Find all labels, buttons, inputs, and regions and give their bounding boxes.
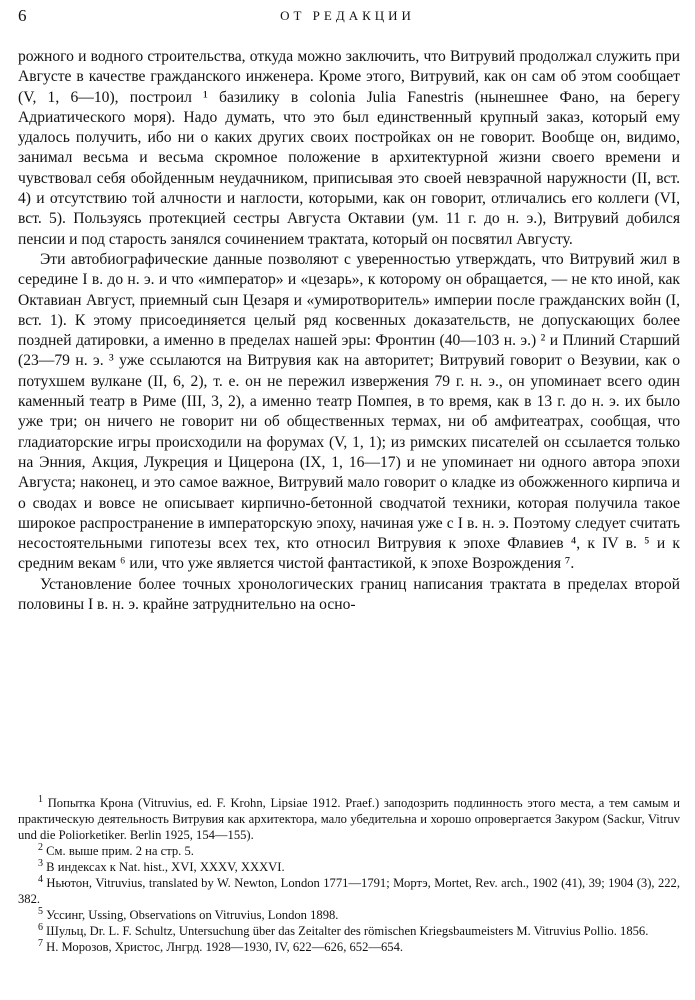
footnote xyxy=(18,923,680,939)
footnote-number: 6 xyxy=(38,921,43,933)
footnote-number: 7 xyxy=(38,937,43,949)
paragraph: Эти автобиографические данные позволяют с уверенностью утверждать, что Витрувий жил в середине I в. до н. э. и что «император» и «цезарь», к которому он обращается, — не кто иной, как Октавиан Август, приемный сын Цезаря и «умиротворитель» империи после гражданских войн (I, вст. 1). К этому присоединяется целый ряд косвенных доказательств, не допускающих более поздней датировки, а именно в пределах нашей эры: Фронтин (40—103 н. э.) ² и Плиний Старший (23—79 н. э. ³ уже ссылаются на Витрувия как на авторитет; Витрувий говорит о Везувии, как о потухшем вулкане (II, 6, 2), т. е. он не пережил извержения 79 г. н. э., он упоминает всего один каменный театр в Риме (III, 3, 2), а именно театр Помпея, в то время, как в 13 г. до н. э. их было уже три; он ничего не говорит ни об общественных термах, ни об амфитеатрах, сообщая, что гладиаторские игры происходили на форумах (V, 1, 1); из римских писателей он ссылается только на Энния, Акция, Лукреция и Цицерона (IX, 1, 16—17) и не упоминает ни одного автора эпохи Августа; наконец, и это самое важное, Витрувий мало говорит о кладке из обожженного кирпича и о сводах и вовсе не описывает кирпично-бетонной сводчатой техники, которая получила такое широкое распространение в императорскую эпоху, начиная уже с I в. н. э. Поэтому следует считать несостоятельными гипотезы всех тех, кто относил Витрувия к эпохе Флавиев ⁴, к IV в. ⁵ и к средним векам ⁶ или, что уже является чистой фантастикой, к эпохе Возрождения ⁷. xyxy=(18,250,680,573)
footnote-number: 3 xyxy=(38,857,43,869)
running-title: ОТ РЕДАКЦИИ xyxy=(280,8,415,23)
footnote-text: В индексах к Nat. hist., XVI, XXXV, XXXVI. xyxy=(46,860,285,874)
paragraph: рожного и водного строительства, откуда можно заключить, что Витрувий продолжал служить при Августе в качестве гражданского инженера. Кроме этого, Витрувий, как он сам об этом сообщает (V, 1, 6—10), построил ¹ базилику в colonia Julia Fanestris (нынешнее Фано, на берегу Адриатического моря). Надо думать, что это был единственный крупный заказ, который ему удалось получить, ибо ни о каких других своих постройках он не говорит. Вообще он, видимо, занимал весьма и весьма скромное положение в архитектурной жизни своего времени и чувствовал себя обойденным неудачником, приписывая это своей невзрачной наружности (II, вст. 4) и отсутствию той алчности и наглости, которыми, как он говорит, отличались его коллеги (VI, вст. 5). Пользуясь протекцией сестры Августа Октавии (ум. 11 г. до н. э.), Витрувий добился пенсии и под старость занялся сочинением трактата, который он посвятил Августу. xyxy=(18,48,680,248)
footnote-text: Попытка Крона (Vitruvius, ed. F. Krohn, Lipsiae 1912. Praef.) заподозрить подлинность этого места, а тем самым и практическую деятельность Витрувия как архитектора, мало убедительна и хорошо опровергается Закуром (Sackur, Vitruv und die Poliorketiker. Berlin 1925, 154—155). xyxy=(18,796,680,842)
footnote xyxy=(18,795,680,843)
footnote-number: 5 xyxy=(38,905,43,917)
footnote-number: 2 xyxy=(38,841,43,853)
footnote-text: Уссинг, Ussing, Observations on Vitruvius, London 1898. xyxy=(46,908,339,922)
footnote xyxy=(18,939,680,955)
footnote-number: 4 xyxy=(38,873,43,885)
footnote-text: Ньютон, Vitruvius, translated by W. Newton, London 1771—1791; Мортэ, Mortet, Rev. arch., 1902 (41), 39; 1904 (3), 222, 382. xyxy=(18,876,680,906)
footnote xyxy=(18,875,680,907)
footnote-text: См. выше прим. 2 на стр. 5. xyxy=(46,844,194,858)
footnote xyxy=(18,907,680,923)
main-text xyxy=(18,47,680,615)
page-number: 6 xyxy=(18,6,27,25)
footnote xyxy=(18,859,680,875)
footnote xyxy=(18,843,680,859)
page-header xyxy=(18,6,677,26)
paragraph: Установление более точных хронологических границ написания трактата в пределах второй половины I в. н. э. крайне затруднительно на осно- xyxy=(18,575,680,614)
footnote-number: 1 xyxy=(38,793,43,805)
footnote-text: Н. Морозов, Христос, Лнгрд. 1928—1930, IV, 622—626, 652—654. xyxy=(46,940,404,954)
footnotes xyxy=(18,795,680,955)
footnote-text: Шульц, Dr. L. F. Schultz, Untersuchung über das Zeitalter des römischen Kriegsbaumeisters M. Vitruvius Pollio. 1856. xyxy=(46,924,649,938)
